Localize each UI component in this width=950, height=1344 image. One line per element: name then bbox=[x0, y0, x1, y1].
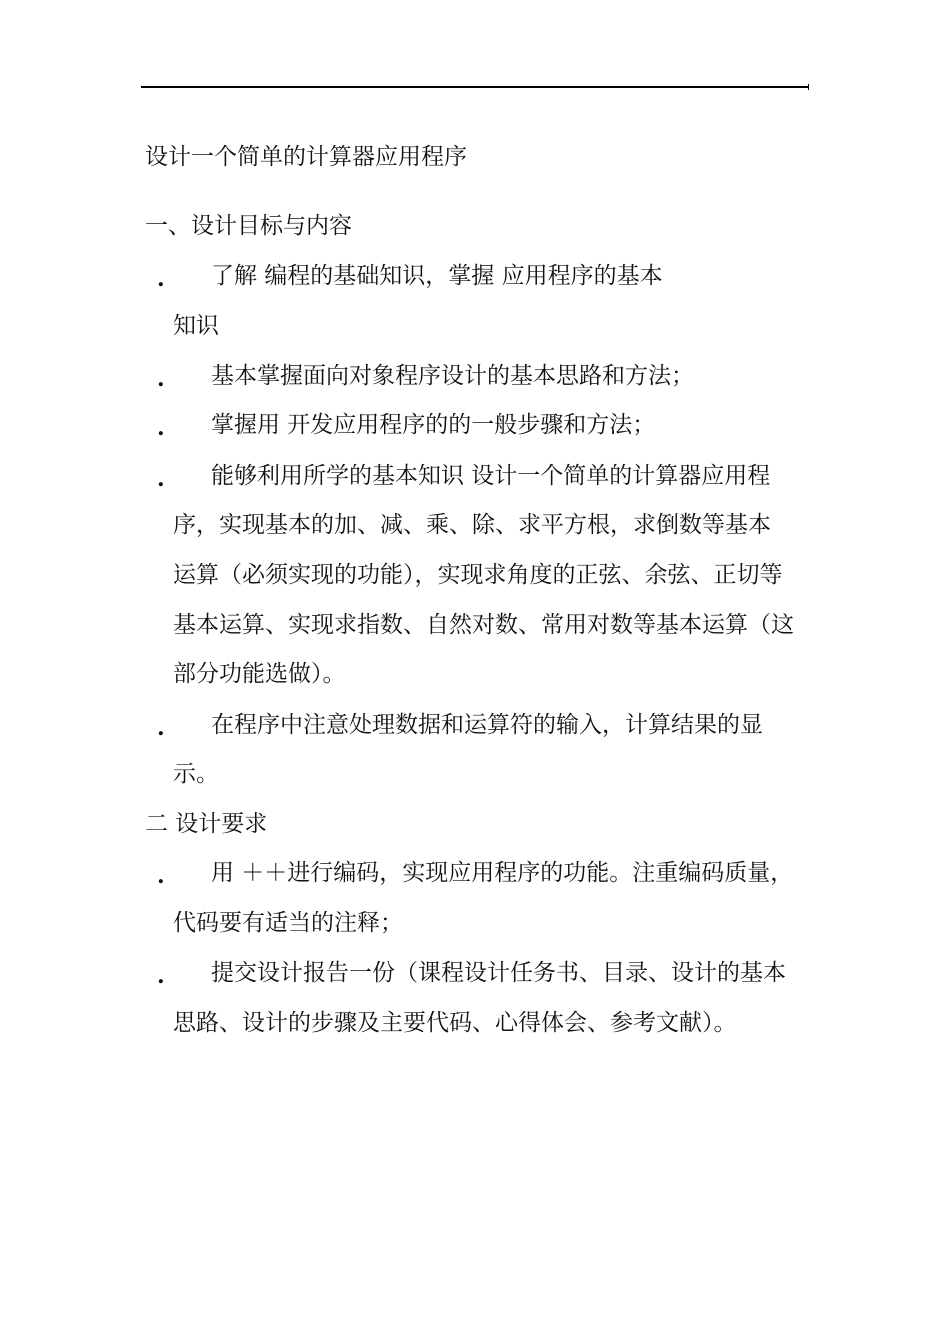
list-bullet: . bbox=[157, 266, 165, 292]
list-item-line: 部分功能选做）。 bbox=[173, 661, 346, 687]
list-item-line: 代码要有适当的注释； bbox=[173, 910, 403, 936]
list-item-line: 基本运算、实现求指数、自然对数、常用对数等基本运算（这 bbox=[173, 612, 794, 638]
list-item-line: 了解 编程的基础知识，掌握 应用程序的基本 bbox=[211, 263, 663, 289]
list-bullet: . bbox=[157, 366, 165, 392]
header-rule bbox=[141, 86, 809, 88]
list-item-line: 能够利用所学的基本知识 设计一个简单的计算器应用程 bbox=[211, 463, 771, 489]
list-item-line: 示。 bbox=[173, 761, 219, 787]
list-bullet: . bbox=[157, 466, 165, 492]
list-item-line: 思路、设计的步骤及主要代码、心得体会、参考文献）。 bbox=[173, 1010, 737, 1036]
list-item-line: 基本掌握面向对象程序设计的基本思路和方法； bbox=[211, 363, 694, 389]
list-item-line: 在程序中注意处理数据和运算符的输入，计算结果的显 bbox=[211, 712, 763, 738]
list-item-line: 用 ＋＋进行编码，实现应用程序的功能。注重编码质量， bbox=[211, 860, 794, 886]
list-bullet: . bbox=[157, 863, 165, 889]
list-item-line: 知识 bbox=[173, 313, 219, 339]
list-bullet: . bbox=[157, 715, 165, 741]
list-item-line: 提交设计报告一份（课程设计任务书、目录、设计的基本 bbox=[211, 960, 786, 986]
list-bullet: . bbox=[157, 415, 165, 441]
section-2-heading: 二 设计要求 bbox=[145, 811, 268, 837]
section-1-heading: 一、设计目标与内容 bbox=[145, 213, 352, 239]
list-bullet: . bbox=[157, 963, 165, 989]
list-item-line: 掌握用 开发应用程序的的一般步骤和方法； bbox=[211, 412, 656, 438]
document-title: 设计一个简单的计算器应用程序 bbox=[145, 144, 467, 170]
header-rule-end-mark bbox=[808, 84, 809, 90]
list-item-line: 序，实现基本的加、减、乘、除、求平方根，求倒数等基本 bbox=[173, 512, 771, 538]
list-item-line: 运算（必须实现的功能），实现求角度的正弦、余弦、正切等 bbox=[173, 562, 783, 588]
